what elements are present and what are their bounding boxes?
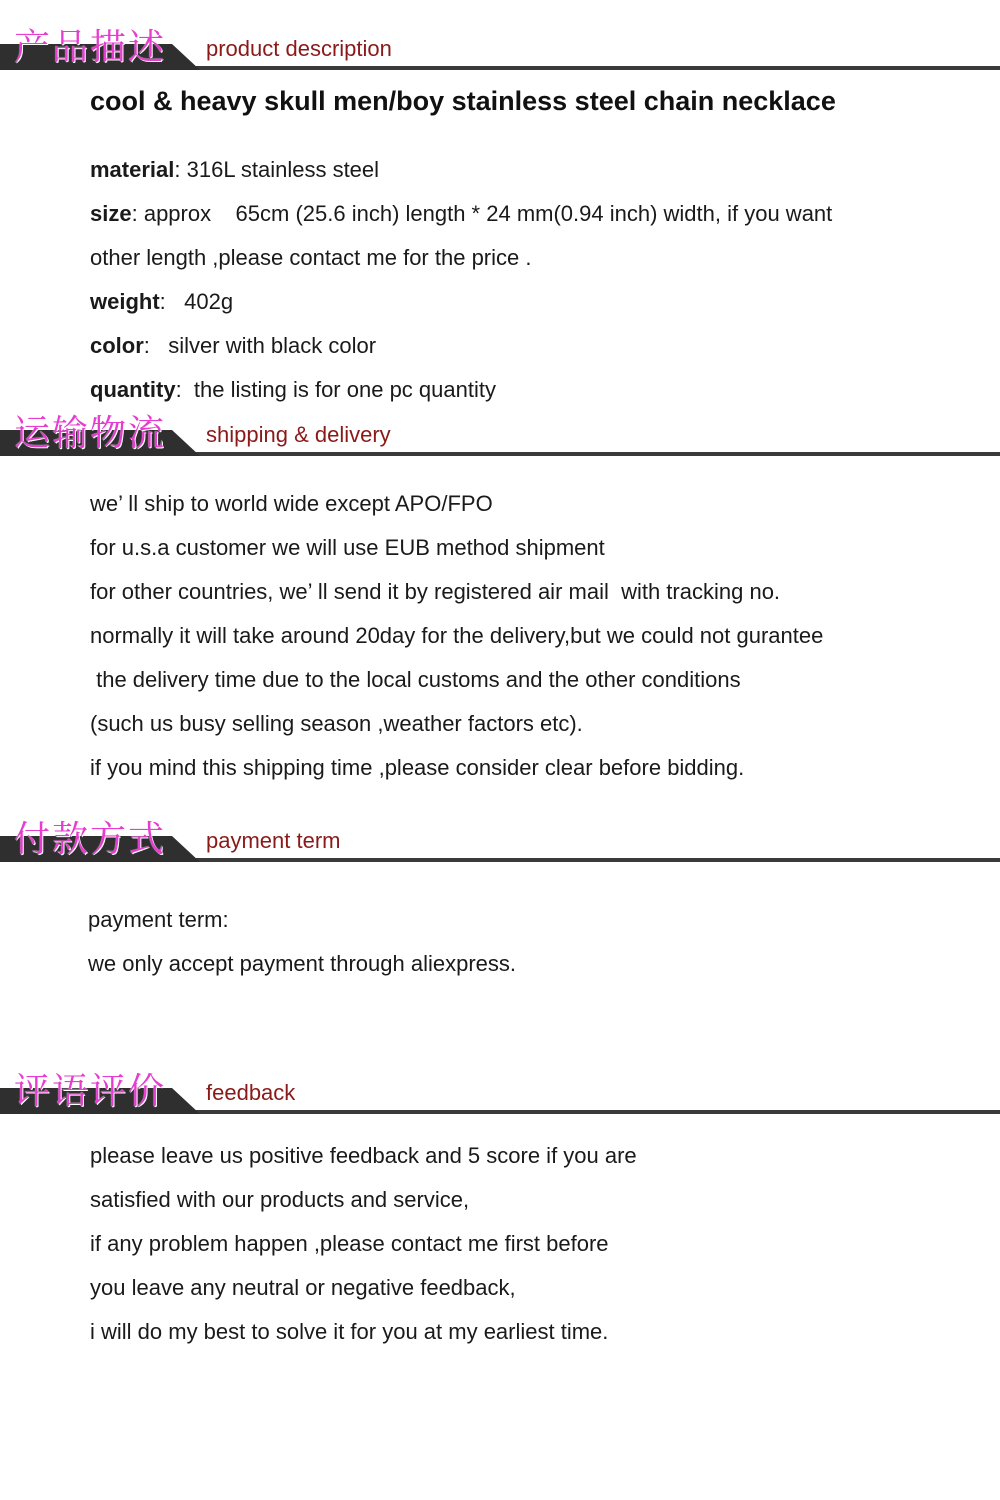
spec-value: 402g (184, 289, 234, 314)
section-header-feedback (0, 1044, 1000, 1114)
text-line: please leave us positive feedback and 5 score if you are (90, 1143, 637, 1168)
payment-text (88, 898, 968, 986)
text-line: we’ ll ship to world wide except APO/FPO (90, 491, 493, 516)
shipping-text (90, 482, 970, 790)
product-title: cool & heavy skull men/boy stainless steel chain necklace (90, 86, 836, 116)
section-en-title: product description (206, 36, 392, 61)
spec-label: material (90, 157, 175, 182)
spec-label: quantity (90, 377, 176, 402)
section-cn-title: 运输物流 (14, 413, 167, 454)
spec-row (90, 280, 970, 324)
spec-sep: : (143, 333, 169, 358)
section-cn-title: 付款方式 (14, 819, 167, 860)
spec-sep: : (175, 377, 194, 402)
text-line: if you mind this shipping time ,please consider clear before bidding. (90, 755, 745, 780)
spec-label: weight (90, 289, 160, 314)
spec-value: other length ,please contact me for the price . (90, 245, 532, 270)
text-line: we only accept payment through aliexpress. (88, 951, 517, 976)
text-line: (such us busy selling season ,weather factors etc). (90, 711, 583, 736)
spec-sep: : (159, 289, 185, 314)
text-line: if any problem happen ,please contact me first before (90, 1231, 609, 1256)
spec-value: the listing is for one pc quantity (193, 377, 496, 402)
spec-value: approx 65cm (25.6 inch) length * 24 mm(0.94 inch) width, if you want (143, 201, 833, 226)
section-en-title: shipping & delivery (206, 422, 391, 447)
text-line: i will do my best to solve it for you at my earliest time. (90, 1319, 609, 1344)
section-header-shipping (0, 386, 1000, 456)
spec-value: 316L stainless steel (186, 157, 380, 182)
spec-list (90, 148, 970, 412)
section-header-description (0, 0, 1000, 70)
feedback-text (90, 1134, 970, 1354)
section-en-title: feedback (206, 1080, 296, 1105)
section-cn-title: 产品描述 (14, 27, 167, 68)
spec-row (90, 324, 970, 368)
spec-row (90, 236, 970, 280)
text-line: for other countries, we’ ll send it by registered air mail with tracking no. (90, 579, 781, 604)
spec-row (90, 148, 970, 192)
section-en-title: payment term (206, 828, 341, 853)
spec-label: color (90, 333, 144, 358)
text-line: payment term: (88, 907, 229, 932)
text-line: normally it will take around 20day for the delivery,but we could not gurantee (90, 623, 824, 648)
section-header-payment (0, 792, 1000, 862)
text-line: you leave any neutral or negative feedback, (90, 1275, 516, 1300)
section-cn-title: 评语评价 (14, 1071, 167, 1112)
spec-row (90, 192, 970, 236)
text-line: for u.s.a customer we will use EUB method shipment (90, 535, 605, 560)
spec-value: silver with black color (168, 333, 377, 358)
text-line: the delivery time due to the local customs and the other conditions (90, 667, 741, 692)
spec-sep: : (131, 201, 144, 226)
text-line: satisfied with our products and service, (90, 1187, 470, 1212)
spec-label: size (90, 201, 132, 226)
spec-sep: : (174, 157, 187, 182)
